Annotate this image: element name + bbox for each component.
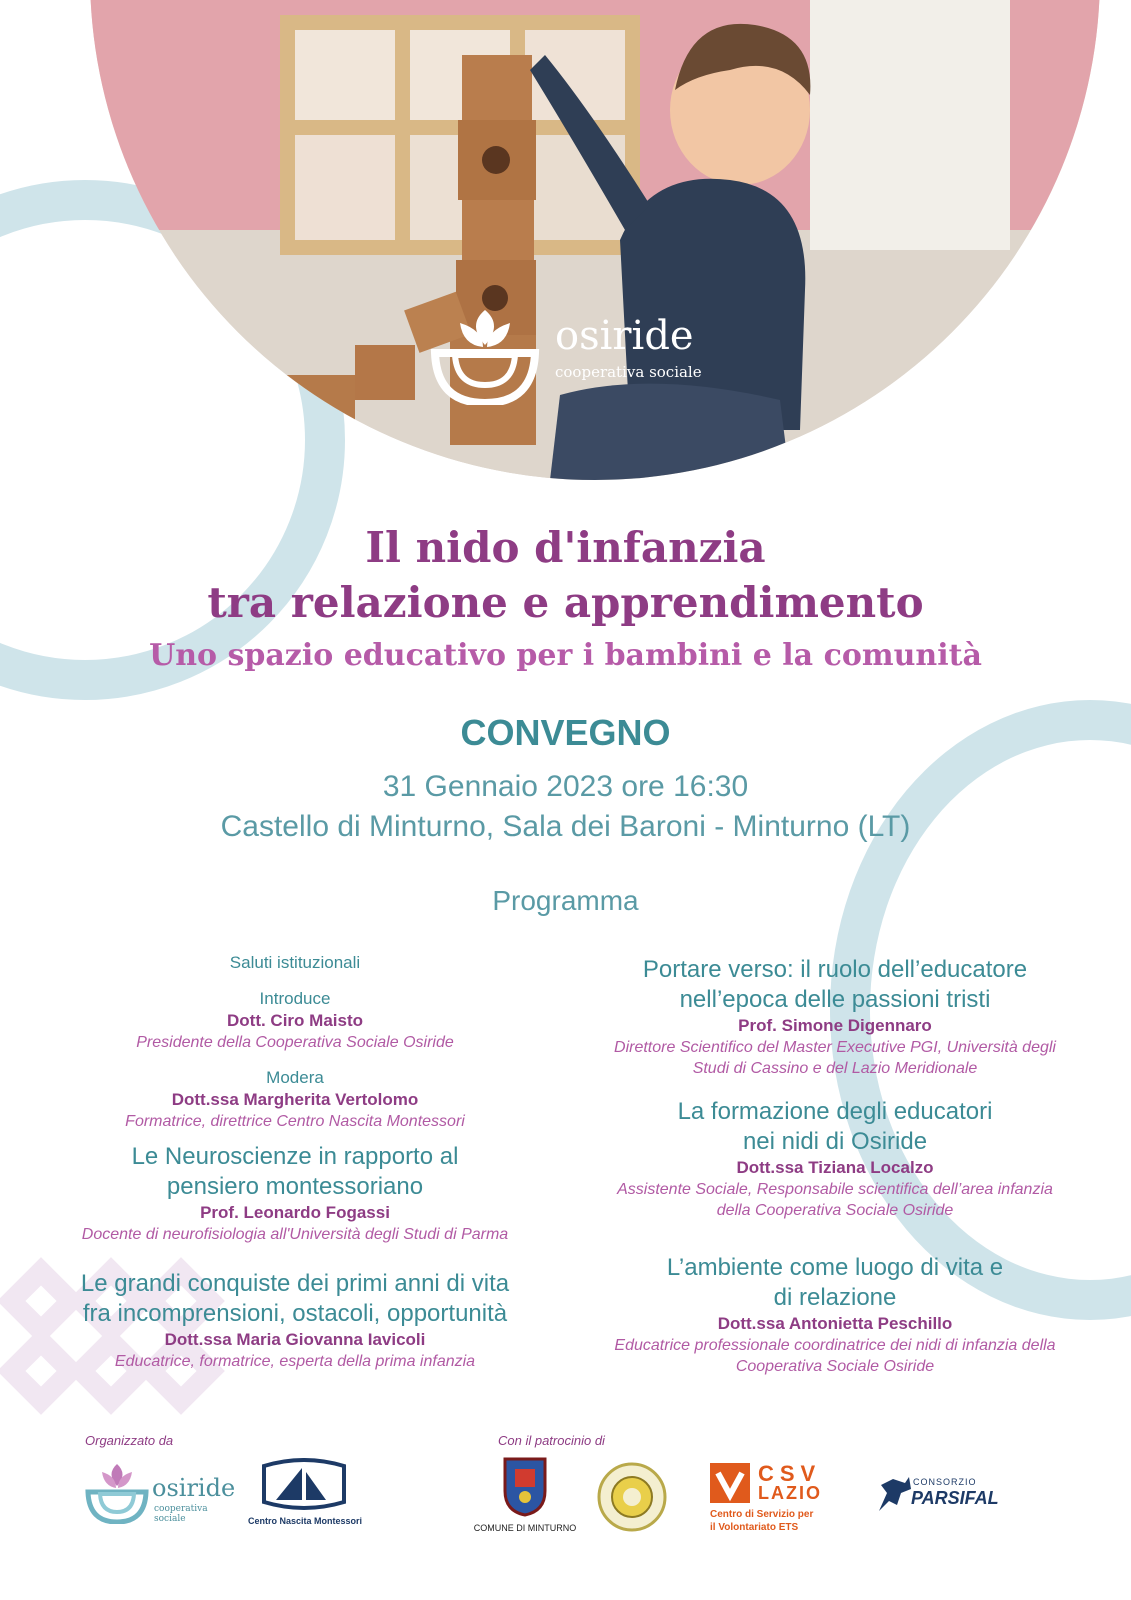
talk-formazione-person: Dott.ssa Tiziana Localzo	[736, 1158, 934, 1177]
program-left-column	[40, 952, 550, 1372]
csv-icon	[710, 1463, 750, 1503]
talk-conquiste-title-2: fra incomprensioni, ostacoli, opportunità	[82, 1300, 508, 1327]
talk-formazione-role-2: della Cooperativa Sociale Osiride	[716, 1202, 954, 1219]
moderator-role: Formatrice, direttrice Centro Nascita Montessori	[125, 1113, 465, 1130]
comune-label: COMUNE DI MINTURNO	[473, 1523, 577, 1533]
talk-portare-title-1: Portare verso: il ruolo dell’educatore	[642, 956, 1028, 983]
talk-portare-person: Prof. Simone Digennaro	[738, 1016, 932, 1035]
talk-formazione-title-1: La formazione degli educatori	[677, 1098, 993, 1125]
page-subtitle: Uno spazio educativo per i bambini e la comunità	[149, 638, 982, 673]
sailboat-icon	[254, 1458, 354, 1514]
seal-icon	[597, 1462, 667, 1532]
comune-minturno-logo	[470, 1455, 580, 1540]
page-title-line1: Il nido d'infanzia	[365, 523, 766, 572]
talk-portare-title-2: nell’epoca delle passioni tristi	[679, 986, 991, 1013]
event-type: CONVEGNO	[460, 712, 671, 753]
csv-line1: CSV	[758, 1461, 822, 1486]
hero-logo-name: osiride	[555, 313, 694, 359]
talk-neuroscienze-title-1: Le Neuroscienze in rapporto al	[131, 1143, 459, 1170]
organized-by-label: Organizzato da	[85, 1433, 174, 1448]
parsifal-small: CONSORZIO	[913, 1477, 977, 1487]
montessori-logo	[240, 1458, 370, 1533]
program-right-column	[580, 955, 1090, 1377]
horse-icon	[875, 1475, 913, 1515]
lotus-icon	[80, 1462, 155, 1524]
csv-caption1: Centro di Servizio per	[710, 1509, 814, 1520]
program-heading: Programma	[492, 885, 639, 916]
intro-role: Presidente della Cooperativa Sociale Osiride	[136, 1034, 454, 1051]
page-title-line2: tra relazione e apprendimento	[207, 578, 924, 627]
coat-of-arms-icon	[501, 1455, 549, 1517]
event-venue: Castello di Minturno, Sala dei Baroni - Minturno (LT)	[220, 810, 911, 843]
talk-formazione-title-2: nei nidi di Osiride	[742, 1128, 928, 1155]
greetings: Saluti istituzionali	[229, 953, 361, 972]
osiride-logo-footer	[80, 1462, 240, 1532]
patronage-label: Con il patrocinio di	[498, 1433, 605, 1448]
talk-ambiente-title-2: di relazione	[773, 1284, 897, 1311]
talk-conquiste-role: Educatrice, formatrice, esperta della prima infanzia	[114, 1353, 476, 1370]
footer-osiride-name: osiride	[152, 1474, 236, 1502]
lotus-icon	[415, 305, 555, 405]
talk-ambiente-title-1: L’ambiente come luogo di vita e	[666, 1254, 1004, 1281]
hero-photo	[90, 0, 1100, 480]
montessori-label: Centro Nascita Montessori	[247, 1516, 363, 1526]
talk-conquiste-title-1: Le grandi conquiste dei primi anni di vita	[80, 1270, 510, 1297]
talk-neuroscienze-person: Prof. Leonardo Fogassi	[200, 1203, 390, 1222]
footer-osiride-tagline: cooperativa sociale	[154, 1504, 208, 1524]
university-seal-logo	[597, 1462, 667, 1532]
hero-logo-tagline: cooperativa sociale	[555, 363, 702, 381]
talk-ambiente-role-1: Educatrice professionale coordinatrice dei nidi di infanzia della	[614, 1337, 1056, 1354]
intro-label: Introduce	[259, 989, 331, 1008]
talk-ambiente-person: Dott.ssa Antonietta Peschillo	[717, 1314, 953, 1333]
talk-neuroscienze-title-2: pensiero montessoriano	[166, 1173, 424, 1200]
talk-ambiente-role-2: Cooperativa Sociale Osiride	[735, 1358, 935, 1375]
intro-person: Dott. Ciro Maisto	[227, 1011, 363, 1030]
moderator-person: Dott.ssa Margherita Vertolomo	[171, 1090, 419, 1109]
talk-formazione-role-1: Assistente Sociale, Responsabile scientifica dell’area infanzia	[617, 1181, 1053, 1198]
parsifal-name: PARSIFAL	[911, 1488, 999, 1508]
event-datetime: 31 Gennaio 2023 ore 16:30	[382, 770, 749, 803]
moderator-label: Modera	[266, 1068, 324, 1087]
talk-conquiste-person: Dott.ssa Maria Giovanna Iavicoli	[164, 1330, 426, 1349]
parsifal-logo	[875, 1475, 1035, 1520]
osiride-logo-hero	[415, 305, 715, 415]
talk-portare-role-2: Studi di Cassino e del Lazio Meridionale	[692, 1060, 978, 1077]
talk-portare-role-1: Direttore Scientifico del Master Executive PGI, Università degli	[614, 1039, 1056, 1056]
talk-neuroscienze-role: Docente di neurofisiologia all'Università degli Studi di Parma	[81, 1226, 509, 1243]
csv-lazio-logo	[710, 1463, 840, 1538]
csv-line2: LAZIO	[758, 1483, 822, 1503]
csv-caption2: il Volontariato ETS	[710, 1522, 799, 1533]
